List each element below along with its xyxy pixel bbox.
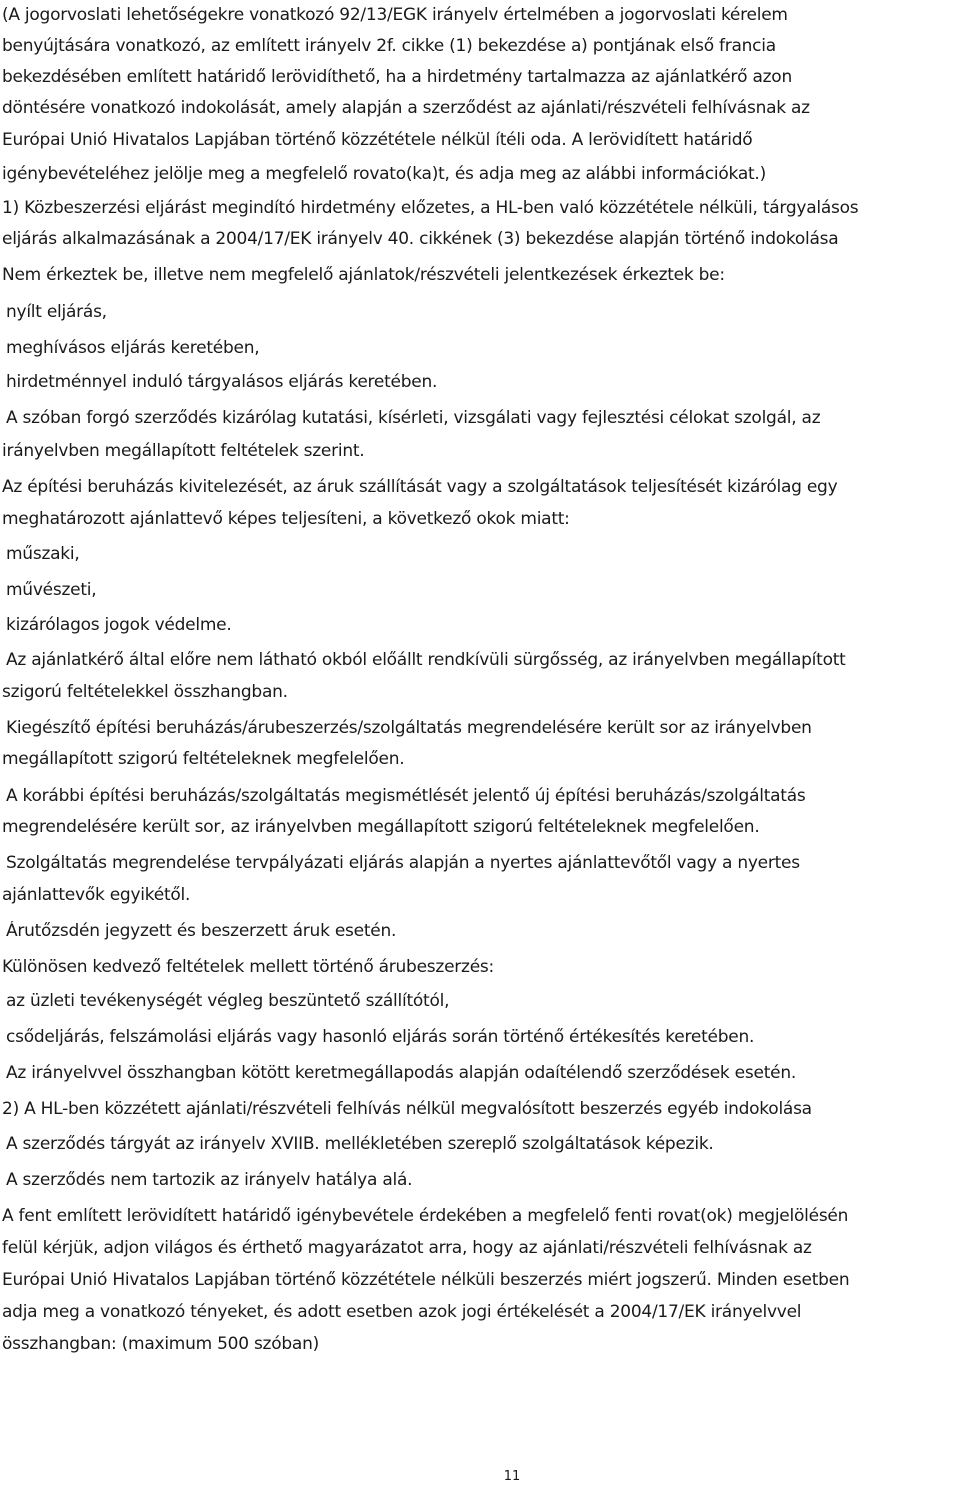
option-line: műszaki, — [6, 544, 80, 564]
text-line: irányelvben megállapított feltételek szerint. — [2, 441, 365, 461]
option-line: Kiegészítő építési beruházás/árubeszerzés/szolgáltatás megrendelésére került sor az irányelvben — [6, 718, 812, 738]
option-line: A szerződés nem tartozik az irányelv hatálya alá. — [6, 1170, 413, 1190]
text-line: igénybevételéhez jelölje meg a megfelelő rovato(ka)t, és adja meg az alábbi információkat.) — [2, 164, 766, 184]
option-line: művészeti, — [6, 580, 97, 600]
option-line: Szolgáltatás megrendelése tervpályázati eljárás alapján a nyertes ajánlattevőtől vagy a nyertes — [6, 853, 800, 873]
text-line: felül kérjük, adjon világos és érthető magyarázatot arra, hogy az ajánlati/részvételi felhívásnak az — [2, 1238, 812, 1258]
text-line: adja meg a vonatkozó tényeket, és adott esetben azok jogi értékelését a 2004/17/EK irányelvvel — [2, 1302, 802, 1322]
option-line: A korábbi építési beruházás/szolgáltatás megismétlését jelentő új építési beruházás/szolgáltatás — [6, 786, 806, 806]
text-line: 1) Közbeszerzési eljárást megindító hirdetmény előzetes, a HL-ben való közzététele nélküli, tárgyalásos — [2, 198, 859, 218]
option-line: A szerződés tárgyát az irányelv XVIIB. mellékletében szereplő szolgáltatások képezik. — [6, 1134, 714, 1154]
option-line: Árutőzsdén jegyzett és beszerzett áruk esetén. — [6, 921, 397, 941]
text-line: megállapított szigorú feltételeknek megfelelően. — [2, 749, 405, 769]
text-line: Európai Unió Hivatalos Lapjában történő közzététele nélküli beszerzés miért jogszerű. Minden esetben — [2, 1270, 850, 1290]
text-line: Különösen kedvező feltételek mellett történő árubeszerzés: — [2, 957, 494, 977]
option-line: A szóban forgó szerződés kizárólag kutatási, kísérleti, vizsgálati vagy fejlesztési célokat szolgál, az — [6, 408, 821, 428]
text-line: 2) A HL-ben közzétett ajánlati/részvételi felhívás nélkül megvalósított beszerzés egyéb indokolása — [2, 1099, 812, 1119]
text-line: benyújtására vonatkozó, az említett irányelv 2f. cikke (1) bekezdése a) pontjának első francia — [2, 36, 776, 56]
option-line: az üzleti tevékenységét végleg beszüntető szállítótól, — [6, 991, 450, 1011]
text-line: összhangban: (maximum 500 szóban) — [2, 1334, 319, 1354]
option-line: Az ajánlatkérő által előre nem látható okból előállt rendkívüli sürgősség, az irányelvben megállapított — [6, 650, 846, 670]
text-line: szigorú feltételekkel összhangban. — [2, 682, 288, 702]
page-number: 11 — [503, 1469, 521, 1484]
option-line: nyílt eljárás, — [6, 302, 107, 322]
option-line: hirdetménnyel induló tárgyalásos eljárás keretében. — [6, 372, 438, 392]
text-line: meghatározott ajánlattevő képes teljesíteni, a következő okok miatt: — [2, 509, 570, 529]
option-line: kizárólagos jogok védelme. — [6, 615, 232, 635]
option-line: Az irányelvvel összhangban kötött keretmegállapodás alapján odaítélendő szerződések esetén. — [6, 1063, 796, 1083]
option-line: csődeljárás, felszámolási eljárás vagy hasonló eljárás során történő értékesítés keretében. — [6, 1027, 755, 1047]
option-line: meghívásos eljárás keretében, — [6, 338, 260, 358]
text-line: eljárás alkalmazásának a 2004/17/EK irányelv 40. cikkének (3) bekezdése alapján történő indokolása — [2, 229, 839, 249]
text-line: döntésére vonatkozó indokolását, amely alapján a szerződést az ajánlati/részvételi felhívásnak az — [2, 98, 810, 118]
text-line: Európai Unió Hivatalos Lapjában történő közzététele nélkül ítéli oda. A lerövidített határidő — [2, 130, 753, 150]
text-line: (A jogorvoslati lehetőségekre vonatkozó 92/13/EGK irányelv értelmében a jogorvoslati kérelem — [2, 5, 788, 25]
text-line: Nem érkeztek be, illetve nem megfelelő ajánlatok/részvételi jelentkezések érkeztek be: — [2, 265, 725, 285]
text-line: ajánlattevők egyikétől. — [2, 885, 191, 905]
text-line: A fent említett lerövidített határidő igénybevétele érdekében a megfelelő fenti rovat(ok) megjelölésén — [2, 1206, 849, 1226]
text-line: bekezdésében említett határidő lerövidíthető, ha a hirdetmény tartalmazza az ajánlatkérő azon — [2, 67, 792, 87]
text-line: megrendelésére került sor, az irányelvben megállapított szigorú feltételeknek megfelelően. — [2, 817, 760, 837]
text-line: Az építési beruházás kivitelezését, az áruk szállítását vagy a szolgáltatások teljesítését kizárólag egy — [2, 477, 838, 497]
